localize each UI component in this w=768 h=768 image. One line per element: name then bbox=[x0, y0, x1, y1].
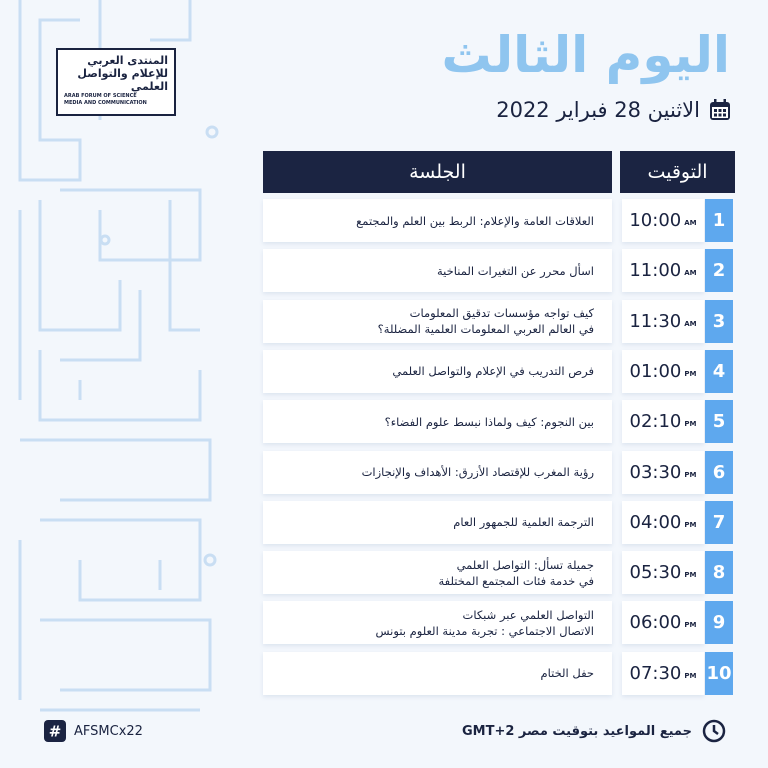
time-value: 02:10 bbox=[629, 411, 682, 433]
schedule-row bbox=[263, 652, 735, 695]
session-title-line: التواصل العلمي عبر شبكات bbox=[462, 607, 594, 622]
schedule-row bbox=[263, 350, 735, 393]
session-cell bbox=[263, 501, 612, 544]
session-column-header: الجلسة bbox=[263, 151, 612, 193]
hashtag bbox=[44, 720, 143, 742]
ampm-label: PM bbox=[684, 571, 697, 580]
session-title-line: في العالم العربي المعلومات العلمية المضللة؟ bbox=[377, 322, 594, 337]
date-text: الاثنين 28 فبراير 2022 bbox=[496, 98, 700, 122]
ampm-label: AM bbox=[684, 219, 697, 227]
time-column-header: التوقيت bbox=[620, 151, 735, 193]
row-number: 8 bbox=[705, 551, 733, 594]
session-title-line: كيف تواجه مؤسسات تدقيق المعلومات bbox=[409, 306, 594, 321]
hashtag-text: AFSMCx22 bbox=[74, 723, 143, 739]
session-cell bbox=[263, 199, 612, 242]
row-number: 5 bbox=[705, 400, 733, 443]
session-cell bbox=[263, 451, 612, 494]
row-number: 1 bbox=[705, 199, 733, 242]
row-number: 7 bbox=[705, 501, 733, 544]
schedule-row bbox=[263, 249, 735, 292]
time-cell bbox=[622, 199, 704, 242]
time-cell bbox=[622, 350, 704, 393]
session-title-line: جميلة تسأل: التواصل العلمي bbox=[456, 557, 594, 572]
schedule-row bbox=[263, 601, 735, 644]
ampm-label: PM bbox=[684, 369, 697, 378]
page-title: اليوم الثالث bbox=[441, 26, 730, 84]
session-cell bbox=[263, 300, 612, 343]
session-cell bbox=[263, 652, 612, 695]
hashtag-icon bbox=[44, 720, 66, 742]
session-title-line: بين النجوم: كيف ولماذا نبسط علوم الفضاء؟ bbox=[384, 414, 594, 429]
ampm-label: PM bbox=[684, 520, 697, 529]
time-cell bbox=[622, 501, 704, 544]
logo-arabic-line: العلمي bbox=[130, 80, 168, 93]
schedule-row bbox=[263, 400, 735, 443]
logo-arabic-line: للإعلام والتواصل bbox=[77, 67, 168, 80]
clock-icon bbox=[702, 719, 726, 743]
session-title-line: الترجمة العلمية للجمهور العام bbox=[453, 515, 594, 530]
time-cell bbox=[622, 601, 704, 644]
forum-logo bbox=[56, 48, 176, 116]
session-title-line: الاتصال الاجتماعي : تجربة مدينة العلوم بتونس bbox=[375, 623, 594, 638]
ampm-label: PM bbox=[684, 420, 697, 429]
ampm-label: PM bbox=[684, 621, 697, 630]
schedule-row bbox=[263, 551, 735, 594]
session-title-line: فرص التدريب في الإعلام والتواصل العلمي bbox=[392, 364, 594, 379]
time-cell bbox=[622, 249, 704, 292]
calendar-icon bbox=[708, 98, 732, 122]
date-line bbox=[496, 98, 732, 122]
schedule-row bbox=[263, 451, 735, 494]
row-number: 4 bbox=[705, 350, 733, 393]
time-cell bbox=[622, 551, 704, 594]
row-number: 2 bbox=[705, 249, 733, 292]
row-number: 9 bbox=[705, 601, 733, 644]
ampm-label: PM bbox=[684, 470, 697, 479]
time-value: 03:30 bbox=[629, 461, 682, 483]
time-value: 01:00 bbox=[629, 360, 682, 382]
time-cell bbox=[622, 300, 704, 343]
time-value: 10:00 bbox=[629, 210, 682, 231]
svg-text:#: # bbox=[48, 722, 62, 741]
schedule-row bbox=[263, 300, 735, 343]
time-value: 11:00 bbox=[629, 260, 682, 282]
ampm-label: AM bbox=[684, 269, 697, 278]
session-title-line: رؤية المغرب للإقتصاد الأزرق: الأهداف والإنجازات bbox=[361, 465, 594, 479]
ampm-label: AM bbox=[684, 319, 697, 328]
session-title-line: اسأل محرر عن التغيرات المناخية bbox=[436, 263, 594, 278]
time-cell bbox=[622, 451, 704, 494]
row-number: 6 bbox=[705, 451, 733, 494]
time-value: 04:00 bbox=[629, 511, 682, 533]
session-cell bbox=[263, 350, 612, 393]
session-cell bbox=[263, 249, 612, 292]
session-title-line: حفل الختام bbox=[540, 666, 594, 681]
time-value: 07:30 bbox=[629, 662, 682, 684]
time-cell bbox=[622, 652, 704, 695]
logo-english-line: MEDIA AND COMMUNICATION bbox=[64, 100, 147, 106]
time-value: 05:30 bbox=[629, 562, 682, 584]
session-cell bbox=[263, 551, 612, 594]
session-title-line: العلاقات العامة والإعلام: الربط بين العلم والمجتمع bbox=[356, 213, 594, 228]
row-number: 10 bbox=[705, 652, 733, 695]
logo-arabic-line: المنتدى العربي bbox=[87, 54, 168, 67]
schedule-row bbox=[263, 501, 735, 544]
row-number: 3 bbox=[705, 300, 733, 343]
session-cell bbox=[263, 400, 612, 443]
session-cell bbox=[263, 601, 612, 644]
time-value: 11:30 bbox=[629, 310, 682, 332]
timezone-text: جميع المواعيد بتوقيت مصر GMT+2 bbox=[461, 723, 692, 739]
ampm-label: PM bbox=[684, 671, 697, 680]
schedule-row bbox=[263, 199, 735, 242]
logo-english-line: ARAB FORUM OF SCIENCE bbox=[64, 93, 137, 99]
timezone-note bbox=[462, 719, 726, 743]
time-cell bbox=[622, 400, 704, 443]
session-title-line: في خدمة فئات المجتمع المختلفة bbox=[438, 573, 594, 588]
time-value: 06:00 bbox=[629, 612, 682, 634]
